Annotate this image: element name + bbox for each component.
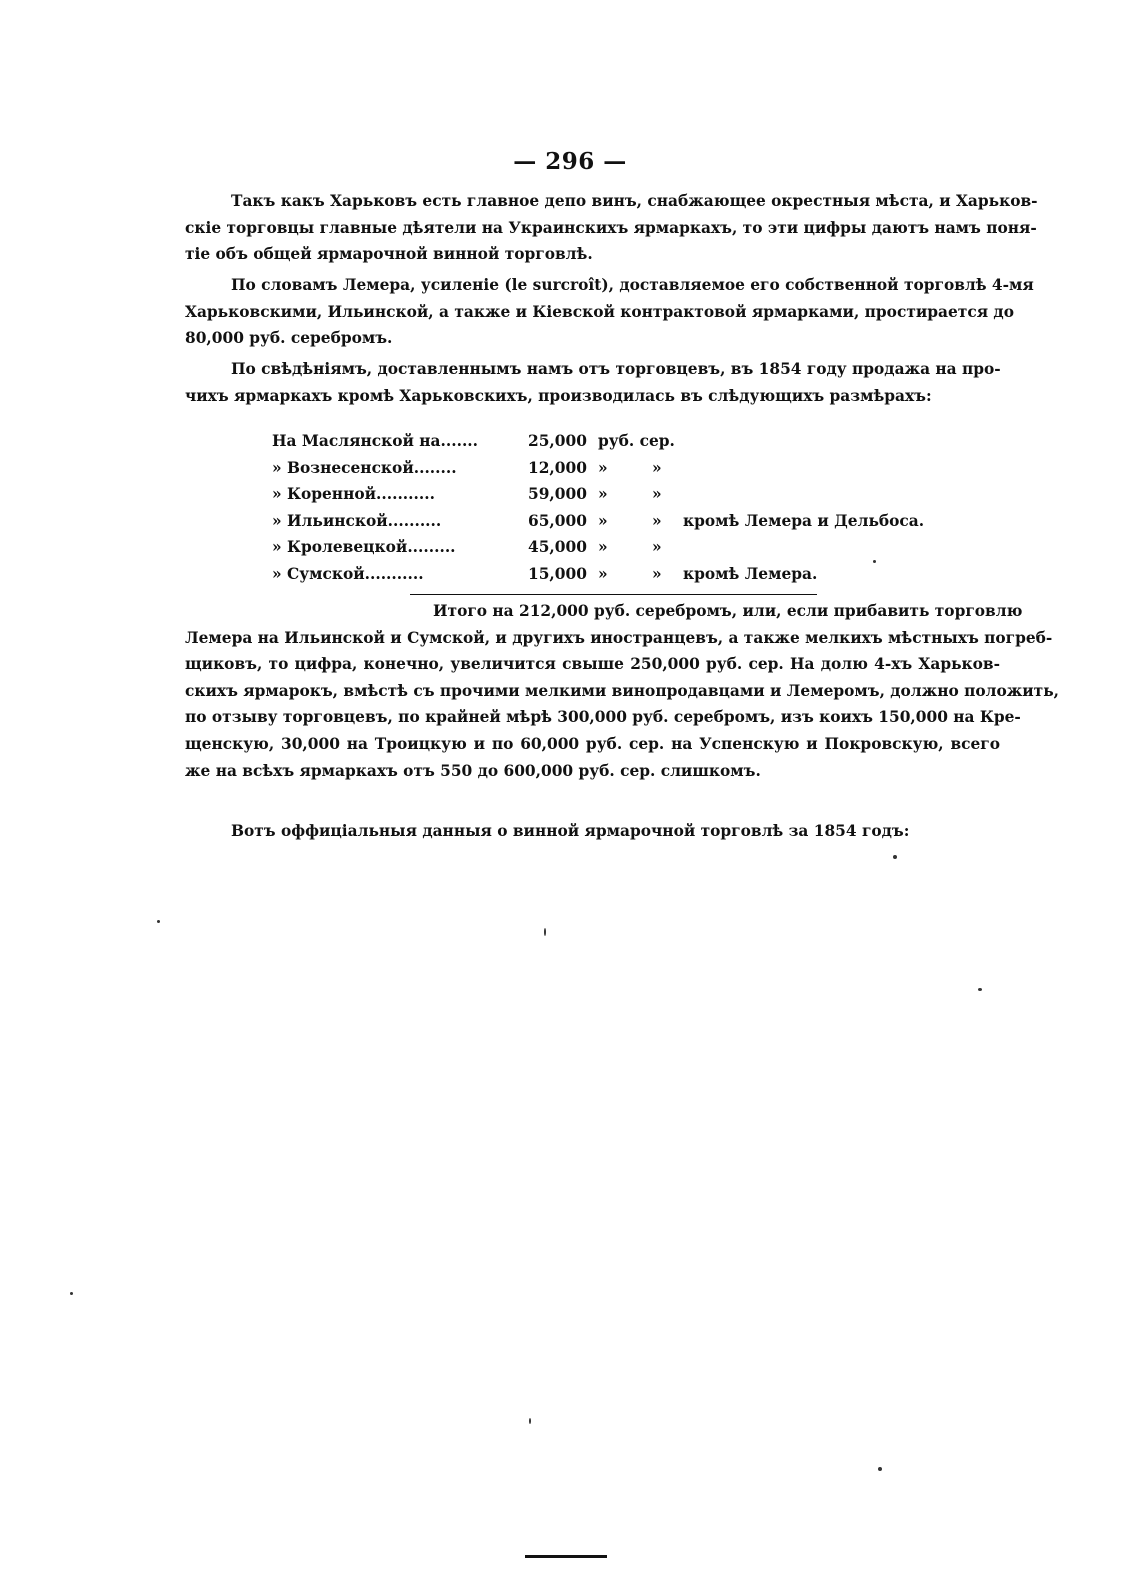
fair-value: 65,000 [528, 511, 587, 530]
leader-dots: ......... [407, 538, 456, 557]
fair-name: Ильинской [286, 511, 388, 530]
ditto-mark: » [272, 485, 282, 504]
scan-speck [978, 988, 982, 991]
ditto-mark: » [652, 485, 662, 504]
fair-name: Коренной [286, 485, 377, 504]
text-line: Такъ какъ Харьковъ есть главное депо винъ, снабжающее окрестныя мѣста, и Харьков- [231, 192, 1038, 210]
footer-rule [525, 1555, 607, 1558]
ditto-mark: » [598, 564, 608, 583]
ditto-mark: » [598, 511, 608, 530]
ditto-mark: » [652, 458, 662, 477]
text-line: Харьковскими, Ильинской, а также и Кіевской контрактовой ярмарками, простирается до [185, 302, 1014, 321]
paragraph-lemer-surcroit [185, 272, 1034, 352]
paragraph-total-summary [185, 598, 1060, 784]
scan-speck [157, 920, 160, 923]
fair-value: 12,000 [528, 458, 587, 477]
text-line: же на всѣхъ ярмаркахъ отъ 550 до 600,000 руб. сер. слишкомъ. [185, 761, 761, 780]
ditto-mark: » [652, 511, 662, 530]
unit-label: руб. сер. [598, 432, 675, 450]
ditto-mark: » [652, 564, 662, 583]
ditto-mark: » [272, 564, 282, 583]
scan-speck [544, 928, 546, 936]
ditto-mark: » [598, 538, 608, 557]
fair-name: На Маслянской на [272, 432, 441, 450]
text-line: скихъ ярмарокъ, вмѣстѣ съ прочими мелкими винопродавцами и Лемеромъ, должно положить, [185, 681, 1060, 700]
text-line: По свѣдѣніямъ, доставленнымъ намъ отъ торговцевъ, въ 1854 году продажа на про- [231, 360, 1001, 378]
text-line: скіе торговцы главные дѣятели на Украинскихъ ярмаркахъ, то эти цифры даютъ намъ поня- [185, 218, 1037, 237]
paragraph-official-data [185, 818, 1000, 845]
text-line: 80,000 руб. серебромъ. [185, 329, 393, 348]
page-number: — 296 — [513, 148, 627, 175]
fair-value: 45,000 [528, 538, 587, 557]
fair-value: 59,000 [528, 485, 587, 504]
fair-name: Вознесенской [286, 458, 414, 477]
text-line: тіе объ общей ярмарочной винной торговлѣ. [185, 245, 593, 264]
fair-name: Сумской [286, 564, 365, 583]
paragraph-traders-info [185, 356, 1000, 409]
text-line: по отзыву торговцевъ, по крайней мѣрѣ 300,000 руб. серебромъ, изъ коихъ 150,000 на Кре- [185, 708, 1021, 727]
fair-name: Кролевецкой [286, 538, 408, 557]
text-line: По словамъ Лемера, усиленіе (le surcroît), доставляемое его собственной торговлѣ 4-мя [231, 276, 1034, 294]
text-line: Лемера на Ильинской и Сумской, и другихъ иностранцевъ, а также мелкихъ мѣстныхъ погреб- [185, 628, 1053, 647]
scan-speck [878, 1467, 882, 1471]
scan-speck [70, 1292, 73, 1295]
fair-value: 25,000 [528, 432, 587, 450]
ditto-mark: » [272, 511, 282, 530]
leader-dots: ........ [413, 458, 457, 477]
leader-dots: .......... [387, 511, 442, 530]
text-line: Вотъ оффиціальныя данныя о винной ярмарочной торговлѣ за 1854 годъ: [231, 822, 910, 840]
ditto-mark: » [598, 458, 608, 477]
row-note: кромѣ Лемера. [683, 564, 818, 583]
scan-speck [873, 560, 876, 563]
ditto-mark: » [652, 538, 662, 557]
paragraph-wine-depot [185, 188, 1038, 268]
leader-dots: ........... [364, 564, 424, 583]
leader-dots: ........... [376, 485, 435, 504]
text-line: щиковъ, то цифра, конечно, увеличится свыше 250,000 руб. сер. На долю 4-хъ Харьков- [185, 655, 1000, 674]
scan-speck [893, 855, 897, 859]
text-line: Итого на 212,000 руб. серебромъ, или, если прибавить торговлю [433, 602, 1023, 620]
ditto-mark: » [598, 485, 608, 504]
fair-value: 15,000 [528, 564, 587, 583]
leader-dots: ....... [440, 432, 479, 450]
text-line: щенскую, 30,000 на Троицкую и по 60,000 руб. сер. на Успенскую и Покровскую, всего [185, 734, 1000, 753]
row-note: кромѣ Лемера и Дельбоса. [683, 511, 925, 530]
ditto-mark: » [272, 538, 282, 557]
ditto-mark: » [272, 458, 282, 477]
text-line: чихъ ярмаркахъ кромѣ Харьковскихъ, производилась въ слѣдующихъ размѣрахъ: [185, 386, 932, 405]
scan-speck [529, 1418, 531, 1424]
sum-rule [410, 594, 817, 595]
